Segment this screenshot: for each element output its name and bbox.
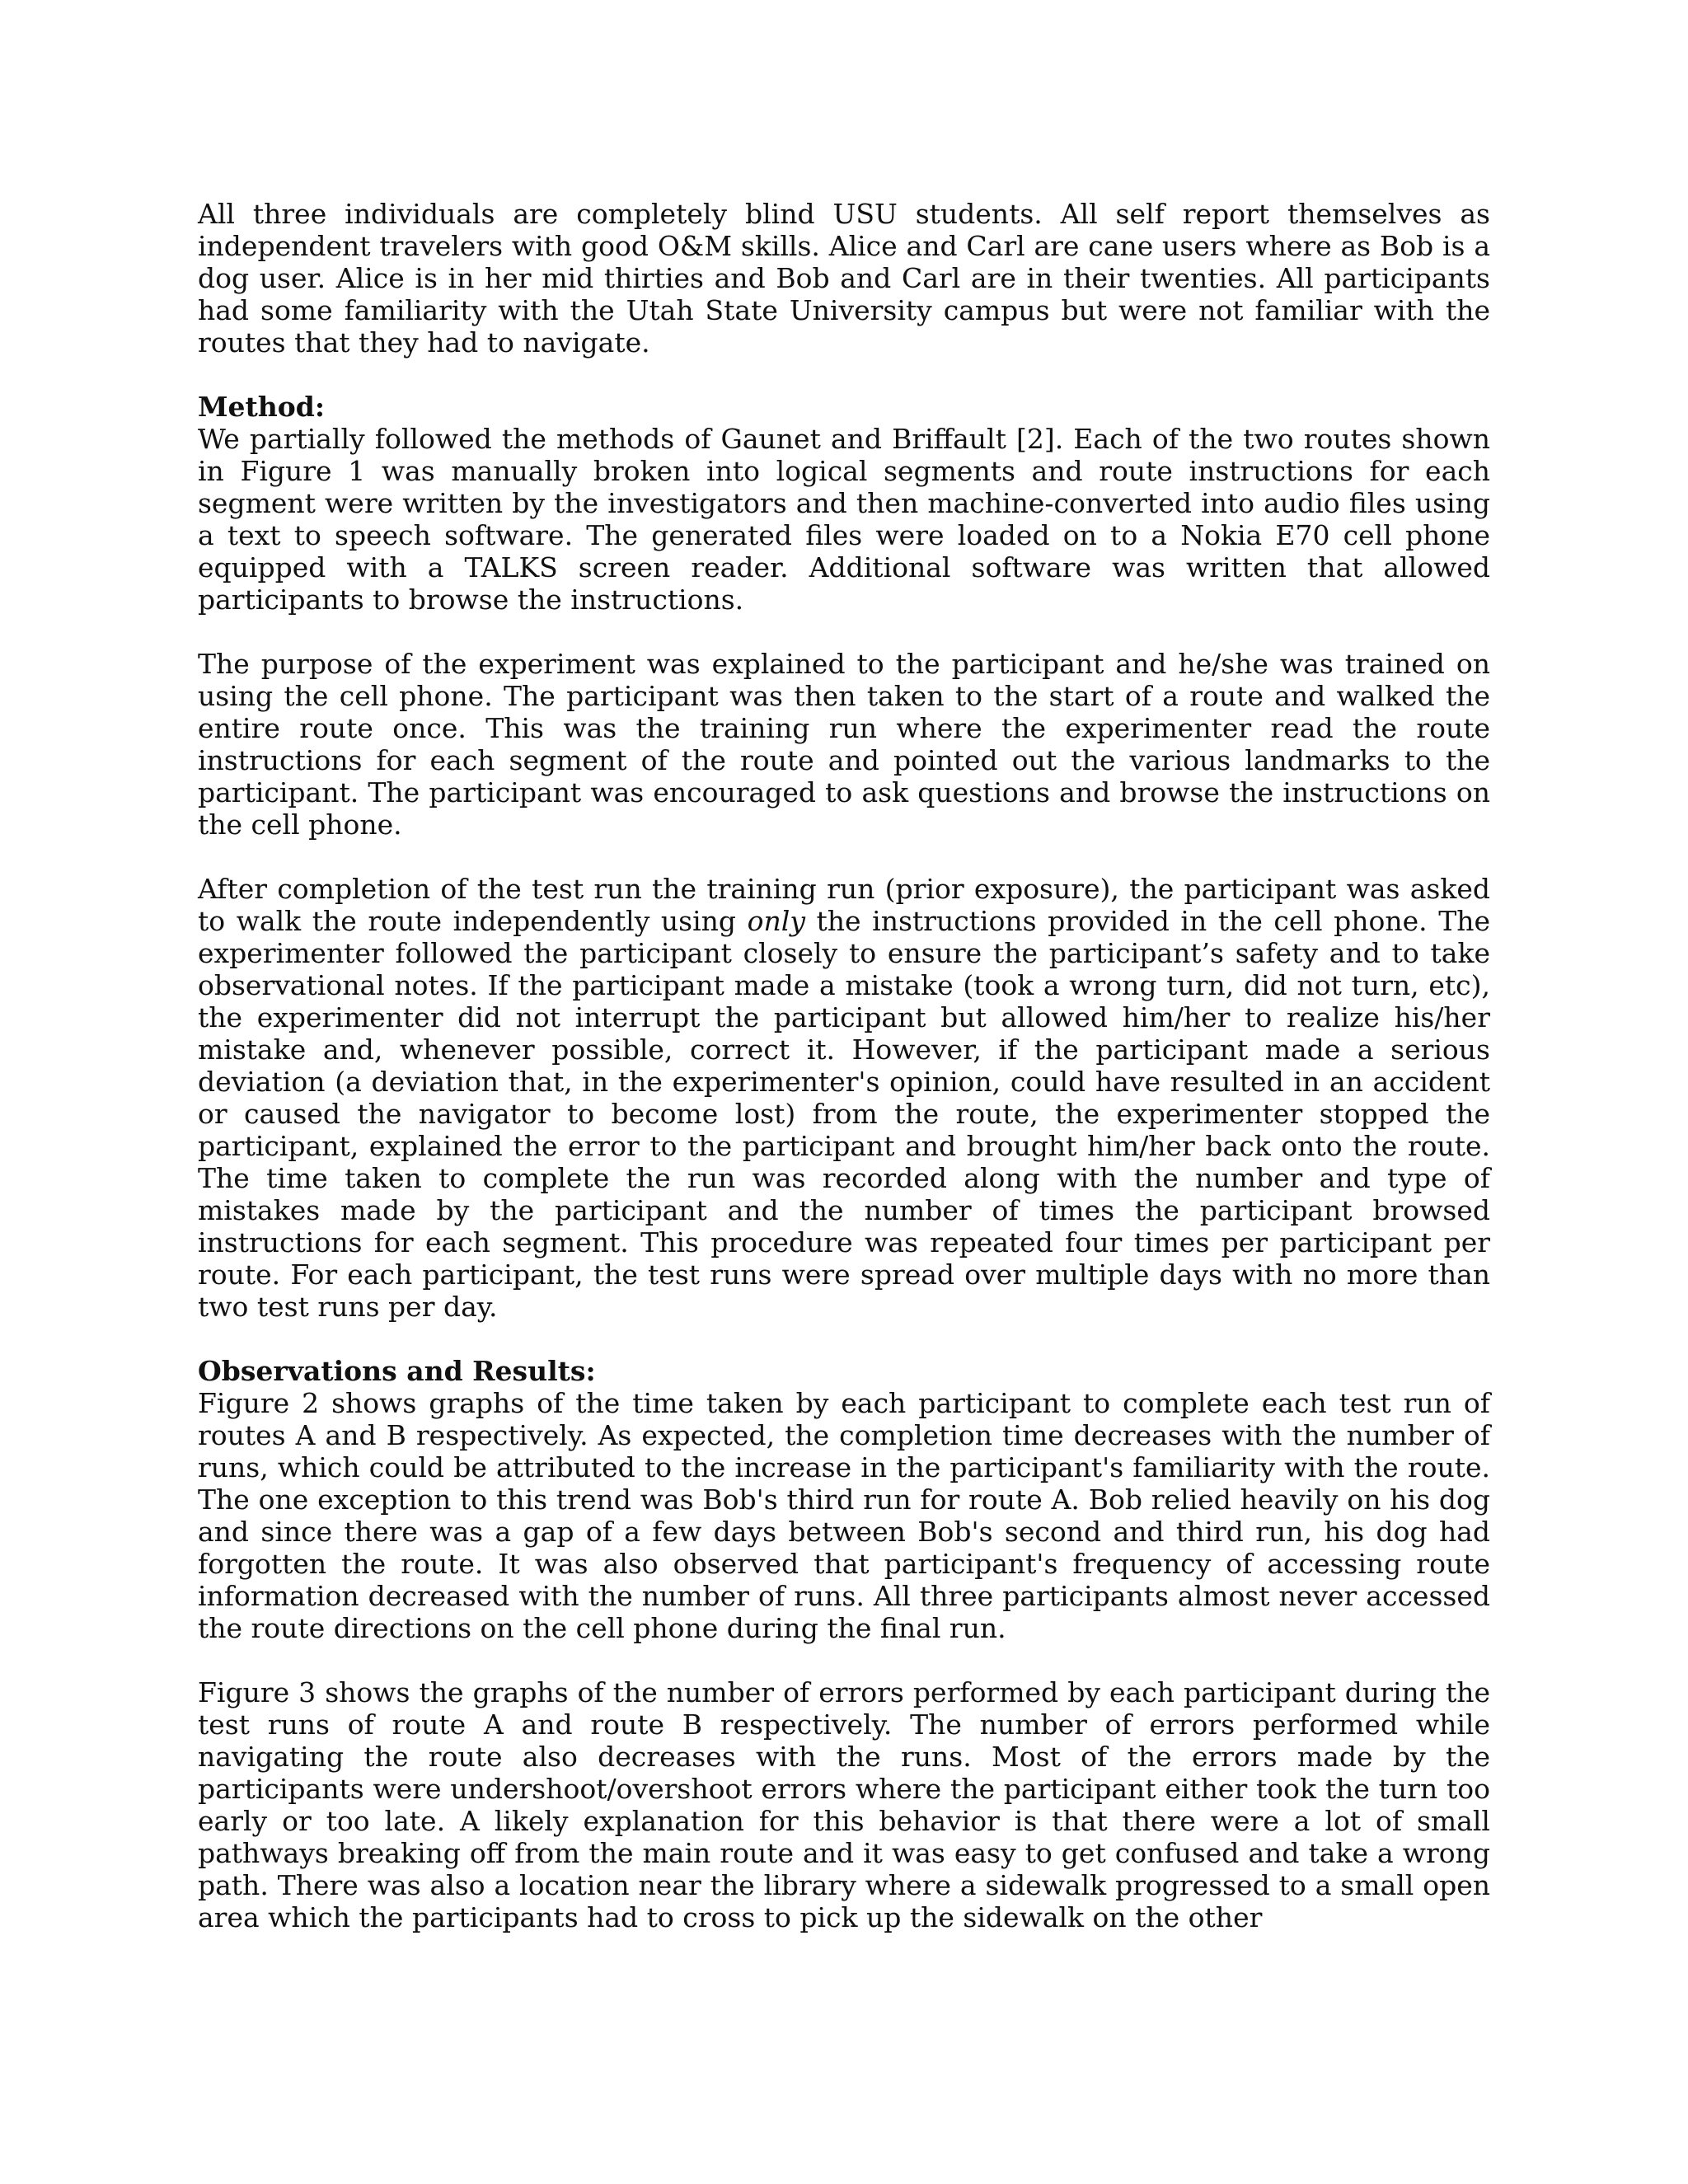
results-paragraph-1: Figure 2 shows graphs of the time taken by each participant to complete each test run of routes A and B respectively. As expected, the completion time decreases with the number of runs, which could be attributed to the increase in the participant's familiarity with the route. The one exception to this trend was Bob's third run for route A. Bob relied heavily on his dog and since there was a gap of a few days between Bob's second and third run, his dog had forgotten the route. It was also observed that participant's frequency of accessing route information decreased with the number of runs. All three participants almost never accessed the route directions on the cell phone during the final run. bbox=[198, 1387, 1490, 1644]
method-paragraph-3 bbox=[198, 873, 1490, 1323]
method-paragraph-3-emphasis: only bbox=[747, 905, 805, 937]
method-paragraph-3-start: After completion of the test run the training run (prior exposure), the participant was asked to walk the route independently using bbox=[198, 873, 1490, 937]
method-paragraph-2: The purpose of the experiment was explained to the participant and he/she was trained on using the cell phone. The participant was then taken to the start of a route and walked the entire route once. This was the training run where the experimenter read the route instructions for each segment of the route and pointed out the various landmarks to the participant. The participant was encouraged to ask questions and browse the instructions on the cell phone. bbox=[198, 648, 1490, 841]
intro-paragraph: All three individuals are completely blind USU students. All self report themselves as independent travelers with good O&M skills. Alice and Carl are cane users where as Bob is a dog user. Alice is in her mid thirties and Bob and Carl are in their twenties. All participants had some familiarity with the Utah State University campus but were not familiar with the routes that they had to navigate. bbox=[198, 198, 1490, 359]
method-heading: Method: bbox=[198, 391, 326, 423]
method-paragraph-1: We partially followed the methods of Gaunet and Briffault [2]. Each of the two routes shown in Figure 1 was manually broken into logical segments and route instructions for each segment were written by the investigators and then machine-converted into audio files using a text to speech software. The generated files were loaded on to a Nokia E70 cell phone equipped with a TALKS screen reader. Additional software was written that allowed participants to browse the instructions. bbox=[198, 423, 1490, 616]
results-heading: Observations and Results: bbox=[198, 1355, 596, 1387]
document-page bbox=[198, 198, 1490, 1933]
method-paragraph-3-end: the instructions provided in the cell phone. The experimenter followed the participant closely to ensure the participant’s safety and to take observational notes. If the participant made a mistake (took a wrong turn, did not turn, etc), the experimenter did not interrupt the participant but allowed him/her to realize his/her mistake and, whenever possible, correct it. However, if the participant made a serious deviation (a deviation that, in the experimenter's opinion, could have resulted in an accident or caused the navigator to become lost) from the route, the experimenter stopped the participant, explained the error to the participant and brought him/her back onto the route. The time taken to complete the run was recorded along with the number and type of mistakes made by the participant and the number of times the participant browsed instructions for each segment. This procedure was repeated four times per participant per route. For each participant, the test runs were spread over multiple days with no more than two test runs per day. bbox=[198, 905, 1491, 1323]
results-paragraph-2: Figure 3 shows the graphs of the number of errors performed by each participant during the test runs of route A and route B respectively. The number of errors performed while navigating the route also decreases with the runs. Most of the errors made by the participants were undershoot/overshoot errors where the participant either took the turn too early or too late. A likely explanation for this behavior is that there were a lot of small pathways breaking off from the main route and it was easy to get confused and take a wrong path. There was also a location near the library where a sidewalk progressed to a small open area which the participants had to cross to pick up the sidewalk on the other bbox=[198, 1676, 1490, 1933]
